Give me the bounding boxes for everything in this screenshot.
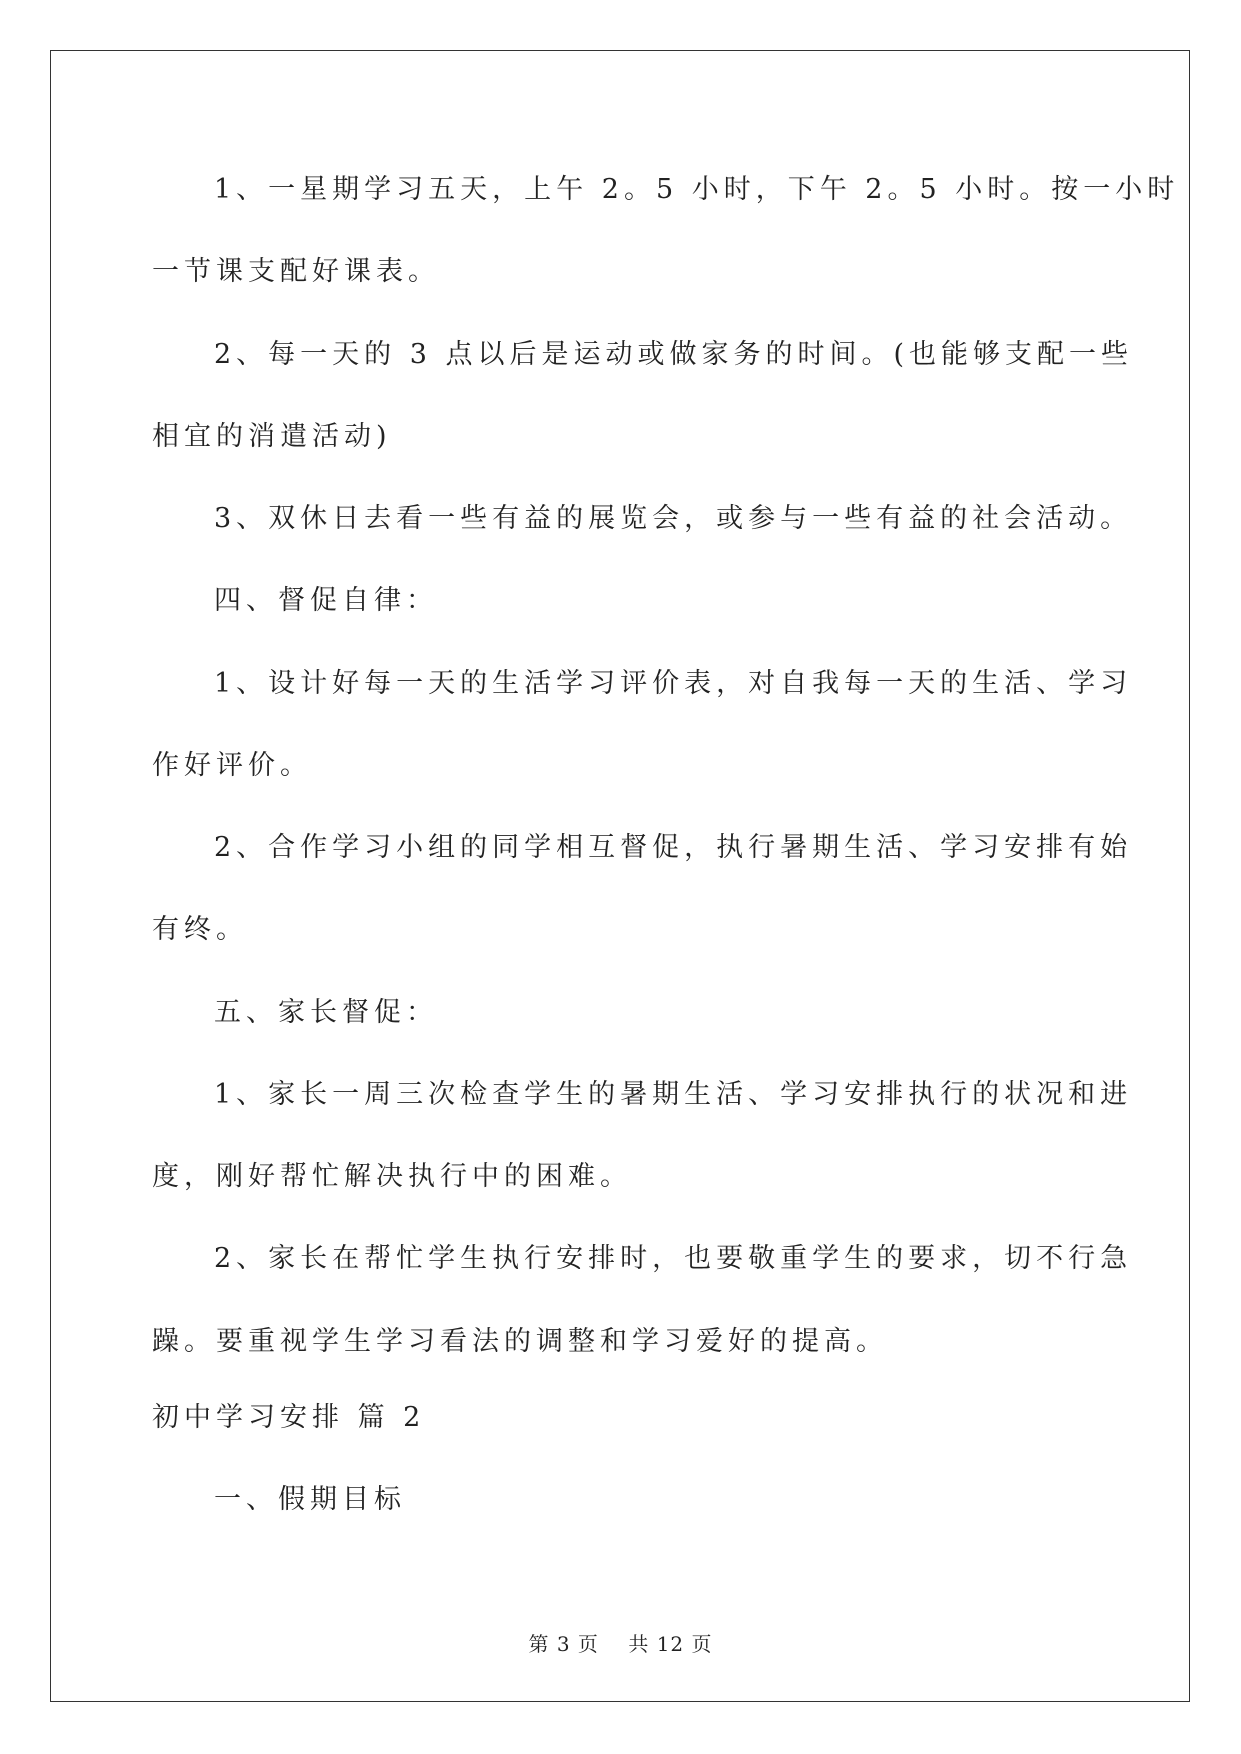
paragraph-line: 有终。	[152, 914, 248, 945]
page-border	[50, 50, 1190, 1702]
page-number-footer: 第 3 页 共 12 页	[528, 1632, 713, 1656]
paragraph-line: 1、家长一周三次检查学生的暑期生活、学习安排执行的状况和进	[214, 1079, 1133, 1110]
paragraph-line: 3、双休日去看一些有益的展览会，或参与一些有益的社会活动。	[214, 503, 1133, 534]
article-title: 初中学习安排 篇 2	[152, 1402, 426, 1433]
section-heading: 五、家长督促：	[214, 997, 438, 1028]
paragraph-line: 度，刚好帮忙解决执行中的困难。	[152, 1161, 632, 1192]
paragraph-line: 2、每一天的 3 点以后是运动或做家务的时间。(也能够支配一些	[214, 339, 1134, 370]
paragraph-line: 一节课支配好课表。	[152, 256, 440, 287]
section-heading: 四、督促自律：	[214, 585, 438, 616]
paragraph-line: 2、家长在帮忙学生执行安排时，也要敬重学生的要求，切不行急	[214, 1243, 1133, 1274]
paragraph-line: 相宜的消遣活动)	[152, 421, 392, 452]
paragraph-line: 作好评价。	[152, 750, 312, 781]
paragraph-line: 1、设计好每一天的生活学习评价表，对自我每一天的生活、学习	[214, 668, 1133, 699]
paragraph-line: 1、一星期学习五天，上午 2。5 小时，下午 2。5 小时。按一小时	[214, 174, 1180, 205]
paragraph-line: 2、合作学习小组的同学相互督促，执行暑期生活、学习安排有始	[214, 832, 1133, 863]
section-heading: 一、假期目标	[214, 1484, 406, 1515]
paragraph-line: 躁。要重视学生学习看法的调整和学习爱好的提高。	[152, 1326, 888, 1357]
